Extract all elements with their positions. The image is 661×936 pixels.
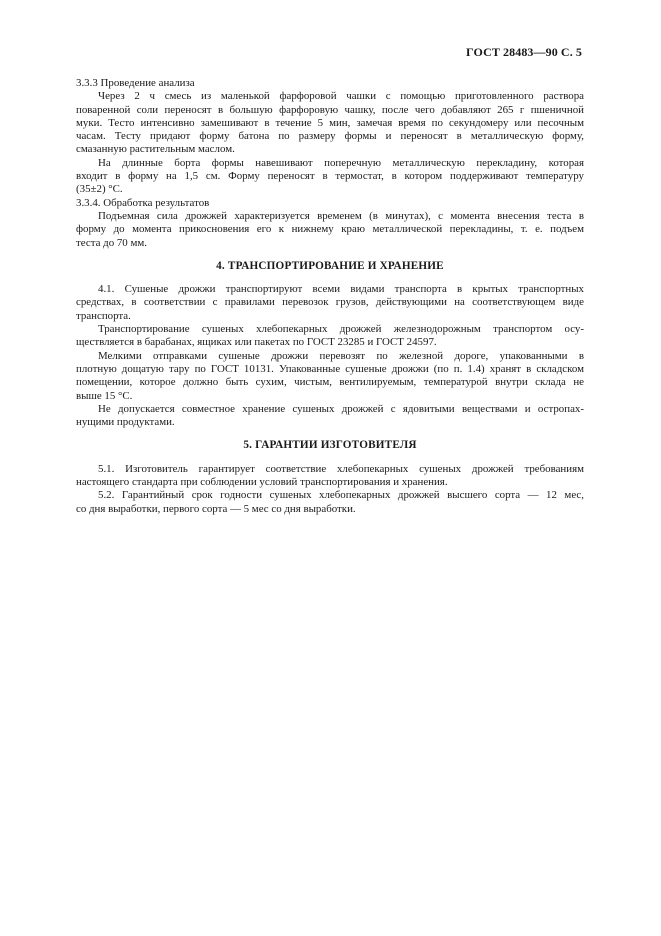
paragraph xyxy=(76,323,584,350)
subsection-title: 3.3.3 Проведение анализа xyxy=(76,77,195,89)
text-line: Не допускается совместное хранение сушеных дрожжей с ядовитыми веществами и остропах- xyxy=(98,402,584,415)
text-line: входит в форму на 1,5 см. Форму переносят в термостат, в котором поддерживают температуру xyxy=(76,170,584,183)
document-body xyxy=(76,77,584,516)
text-line: Мелкими отправками сушеные дрожжи перевозят по железной дороге, упакованными в xyxy=(98,349,584,362)
text-line: Транспортирование сушеных хлебопекарных дрожжей железнодорожным транспортом осу- xyxy=(98,323,584,336)
text-line: транспорта. xyxy=(76,309,131,322)
paragraph xyxy=(76,403,584,430)
text-line: 5.2. Гарантийный срок годности сушеных хлебопекарных дрожжей высшего сорта — 12 мес, xyxy=(98,489,584,502)
text-line: муки. Тесто интенсивно замешивают в течение 5 мин, замечая время по секундомеру или песочным xyxy=(76,116,584,129)
section-heading: 4. ТРАНСПОРТИРОВАНИЕ И ХРАНЕНИЕ xyxy=(216,259,444,272)
text-line: теста до 70 мм. xyxy=(76,236,147,249)
text-line: форму до момента прикосновения его к нижнему краю металлической перекладины, т. е. подъем xyxy=(76,223,584,236)
text-line: со дня выработки, первого сорта — 5 мес со дня выработки. xyxy=(76,502,356,515)
text-line: 4.1. Сушеные дрожжи транспортируют всеми видами транспорта в крытых транспортных xyxy=(98,283,584,296)
text-line: выше 15 °С. xyxy=(76,389,133,402)
text-line: часам. Тесту придают форму батона по размеру формы и переносят в металлическую форму, xyxy=(76,130,584,143)
text-line: Подъемная сила дрожжей характеризуется временем (в минутах), с момента внесения теста в xyxy=(98,209,584,222)
paragraph xyxy=(76,463,584,490)
section-heading: 5. ГАРАНТИИ ИЗГОТОВИТЕЛЯ xyxy=(243,439,417,452)
running-head: ГОСТ 28483—90 С. 5 xyxy=(466,45,582,59)
subsection-3-3-4 xyxy=(76,197,584,250)
text-line: поваренной соли переносят в большую фарфоровую чашку, после чего добавляют 265 г пшеничной xyxy=(76,103,584,116)
paragraph xyxy=(76,157,584,197)
text-line: (35±2) °С. xyxy=(76,183,123,196)
subsection-3-3-3 xyxy=(76,77,584,197)
paragraph xyxy=(76,283,584,323)
text-line: плотную дощатую тару по ГОСТ 10131. Упакованные сушеные дрожжи (по п. 1.4) хранят в складском xyxy=(76,362,584,375)
text-line: На длинные борта формы навешивают поперечную металлическую перекладину, которая xyxy=(98,156,584,169)
section-4 xyxy=(76,283,584,429)
text-line: настоящего стандарта при соблюдении условий транспортирования и хранения. xyxy=(76,476,448,489)
text-line: помещении, которое должно быть сухим, чистым, вентилируемым, температурой внутри склада не xyxy=(76,376,584,389)
paragraph xyxy=(76,90,584,156)
paragraph xyxy=(76,350,584,403)
section-5 xyxy=(76,463,584,516)
text-line: средствах, в соответствии с правилами перевозок грузов, действующими на соответствующем виде xyxy=(76,296,584,309)
text-line: 5.1. Изготовитель гарантирует соответствие хлебопекарных сушеных дрожжей требованиям xyxy=(98,462,584,475)
text-line: нущими продуктами. xyxy=(76,416,175,429)
subsection-title: 3.3.4. Обработка результатов xyxy=(76,196,210,209)
paragraph xyxy=(76,489,584,516)
text-line: Через 2 ч смесь из маленькой фарфоровой чашки с помощью приготовленного раствора xyxy=(98,90,584,103)
text-line: смазанную растительным маслом. xyxy=(76,143,235,156)
text-line: ществляется в барабанах, ящиках или пакетах по ГОСТ 23285 и ГОСТ 24597. xyxy=(76,336,437,349)
paragraph xyxy=(76,210,584,250)
